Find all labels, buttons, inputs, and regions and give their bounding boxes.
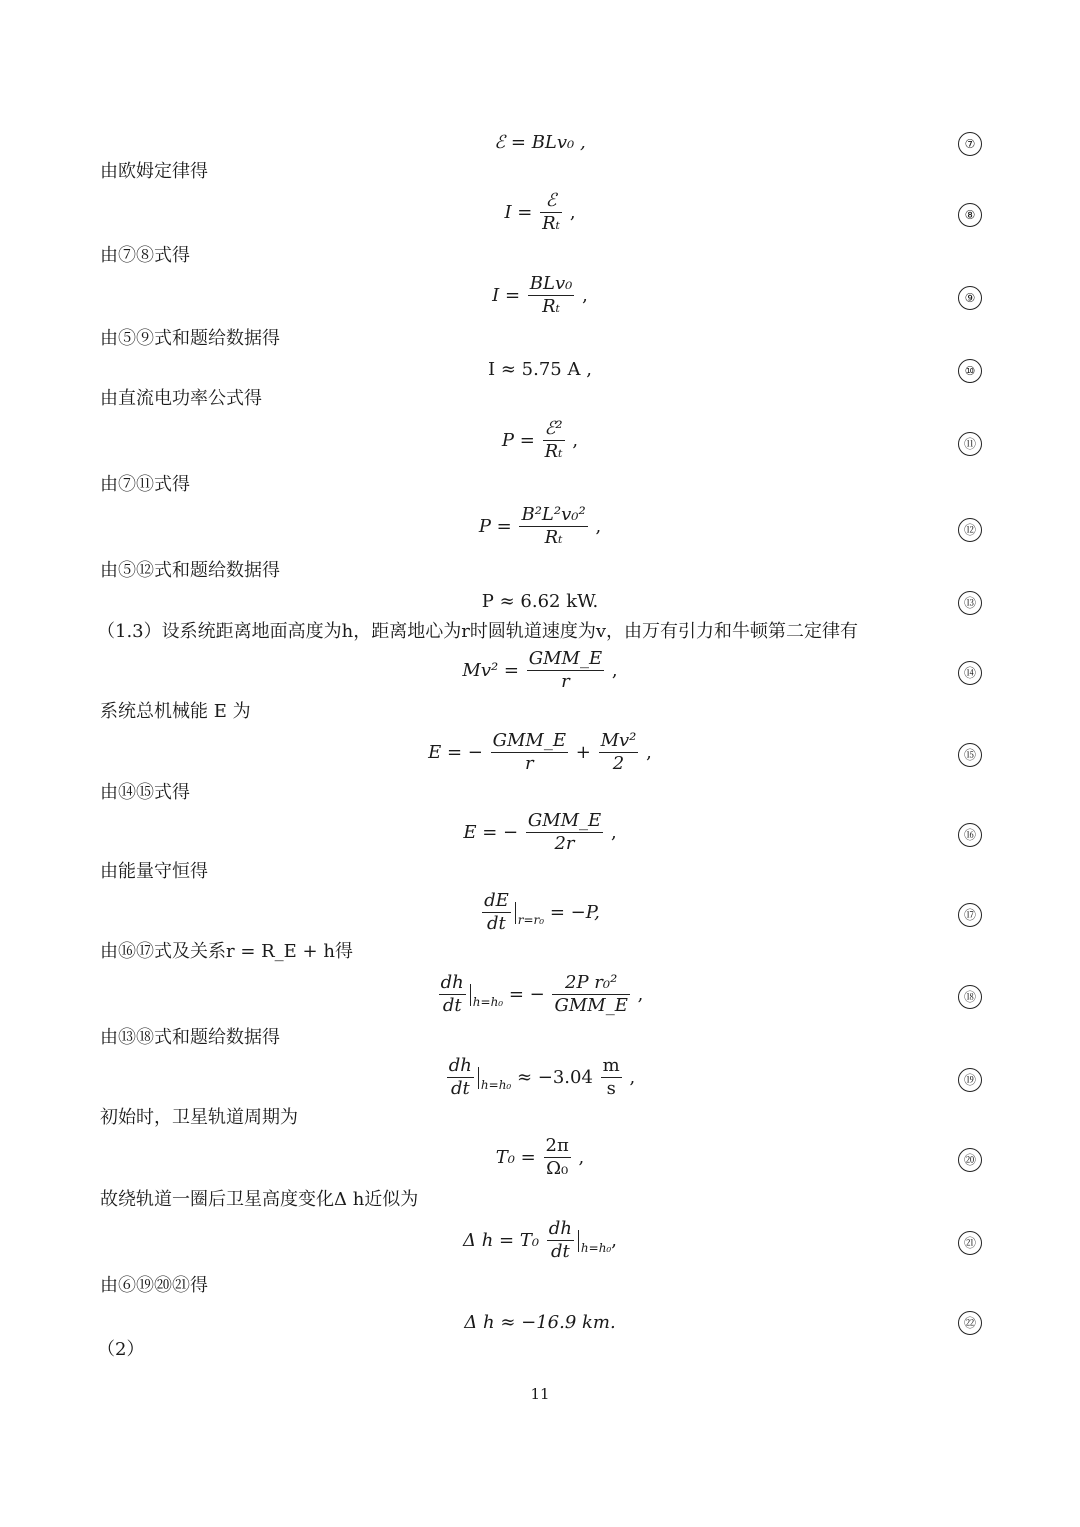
text-line: 由⑤⑨式和题给数据得 (100, 328, 280, 349)
text-line: 由⑤⑫式和题给数据得 (100, 560, 280, 581)
equation-12: P = $\frac{\text{B²L²v₀²}}{\text{Rₜ}}$ , (478, 504, 602, 548)
text-line: 由直流电功率公式得 (100, 388, 262, 409)
eq-number-10: ⑩ (958, 359, 982, 383)
text-line: 故绕轨道一圈后卫星高度变化Δ h近似为 (100, 1189, 419, 1210)
eq-number-9: ⑨ (958, 286, 982, 310)
eq-number-7: ⑦ (958, 132, 982, 156)
equation-14: Mv² = $\frac{\text{GMM\_E}}{r}$ , (462, 648, 618, 692)
equation-10: I ≈ 5.75 A , (488, 358, 592, 380)
equation-18: $\frac{dh}{dt}$ h=h₀ = − $\frac{\text{2P r₀²}}{\text{GMM\_E}}$ , (440, 972, 644, 1016)
equation-9: I = $\frac{\text{BLv₀}}{\text{Rₜ}}$ , (492, 273, 588, 317)
equation-22: Δ h ≈ −16.9 km. (464, 1311, 616, 1333)
text-line: 初始时，卫星轨道周期为 (100, 1107, 298, 1128)
text-line: 由能量守恒得 (100, 861, 208, 882)
text-line: （1.3）设系统距离地面高度为h，距离地心为r时圆轨道速度为v，由万有引力和牛顿第二定律有 (97, 621, 858, 642)
page-number: 11 (530, 1385, 550, 1403)
eq-number-15: ⑮ (958, 743, 982, 767)
eq-number-12: ⑫ (958, 518, 982, 542)
equation-8: I = $\frac{\text{ℰ}}{\text{Rₜ}}$ , (504, 190, 576, 234)
text-line: 由⑬⑱式和题给数据得 (100, 1027, 280, 1048)
equation-13: P ≈ 6.62 kW. (481, 590, 599, 612)
text-line: 由⑭⑮式得 (100, 782, 190, 803)
equation-15: E = − $\frac{\text{GMM\_E}}{r}$ + $\frac{\text{Mv²}}{2}$ , (428, 730, 652, 774)
equation-17: $\frac{dE}{dt}$ r=r₀ = −P, (484, 890, 600, 934)
text-line: 由⑯⑰式及关系r = R_E + h得 (100, 941, 353, 962)
equation-19: $\frac{dh}{dt}$ h=h₀ ≈ −3.04 $\frac{m}{s}$ , (448, 1055, 636, 1099)
text-line: 由⑦⑧式得 (100, 245, 190, 266)
eq-number-19: ⑲ (958, 1068, 982, 1092)
text-line: 由⑦⑪式得 (100, 474, 190, 495)
text-line: 由欧姆定律得 (100, 161, 208, 182)
text-line: 系统总机械能 E 为 (100, 701, 251, 722)
eq-number-18: ⑱ (958, 985, 982, 1009)
eq-number-14: ⑭ (958, 661, 982, 685)
eq-number-8: ⑧ (958, 203, 982, 227)
equation-20: T₀ = $\frac{2\pi}{\text{Ω₀}}$ , (495, 1135, 585, 1179)
eq-number-13: ⑬ (958, 591, 982, 615)
equation-11: P = $\frac{\text{ℰ²}}{\text{Rₜ}}$ , (501, 418, 579, 462)
eq-number-21: ㉑ (958, 1231, 982, 1255)
eq-number-11: ⑪ (958, 432, 982, 456)
text-line: （2） (97, 1339, 145, 1360)
equation-16: E = − $\frac{\text{GMM\_E}}{2r}$ , (463, 810, 617, 854)
text-line: 由⑥⑲⑳㉑得 (100, 1275, 208, 1296)
eq-number-20: ⑳ (958, 1148, 982, 1172)
eq-number-17: ⑰ (958, 903, 982, 927)
equation-21: Δ h = T₀ $\frac{dh}{dt}$ h=h₀, (463, 1218, 617, 1262)
equation-7: ℰ = BLv₀ , (494, 131, 586, 153)
eq-number-16: ⑯ (958, 823, 982, 847)
eq-number-22: ㉒ (958, 1311, 982, 1335)
